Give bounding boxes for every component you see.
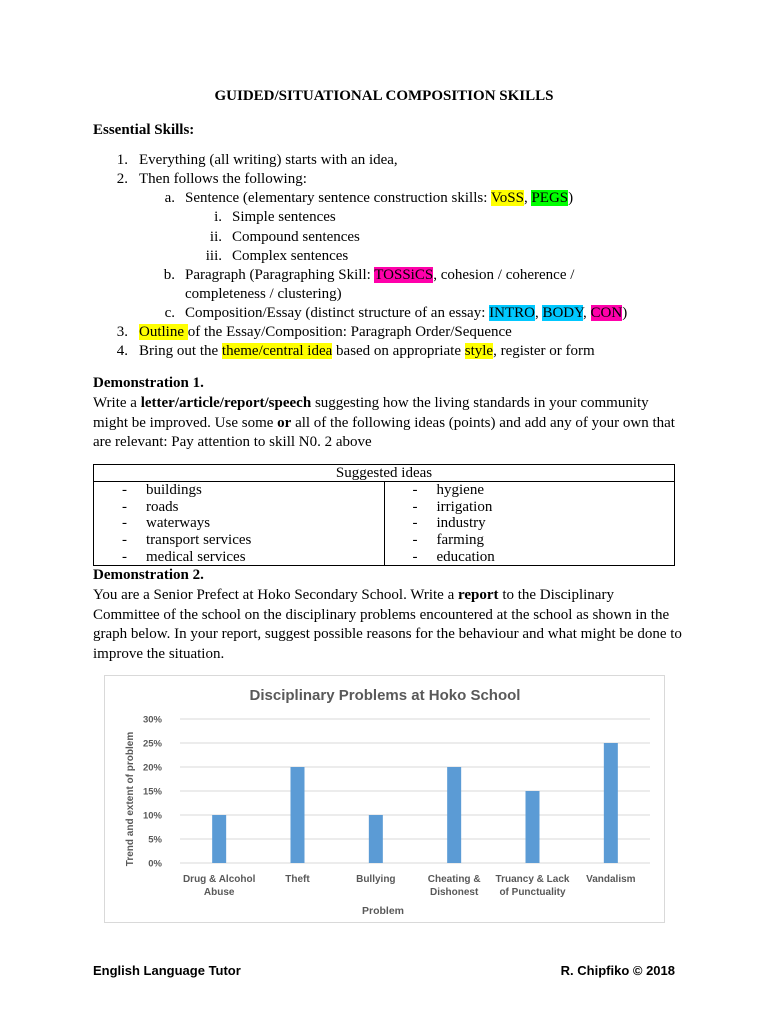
bar	[447, 767, 461, 863]
idea-text: medical services	[146, 548, 246, 565]
list-number: 2.	[116, 171, 128, 187]
essential-skills-heading: Essential Skills:	[93, 122, 195, 138]
idea-item	[94, 515, 384, 532]
demonstration-1-text: Write a letter/article/report/speech suggesting how the living standards in your community might be improved. Use some or all of the following ideas (points) and add any of your own that are relevant: Pay attention to skill N0. 2 above	[93, 395, 675, 450]
disciplinary-chart	[104, 675, 665, 923]
x-axis-label: Problem	[361, 905, 405, 917]
idea-text: waterways	[146, 515, 211, 532]
list-item: Simple sentences	[232, 209, 336, 225]
x-tick-label: Theft	[285, 874, 310, 885]
dash-bullet: -	[122, 532, 127, 549]
demonstration-1-heading: Demonstration 1.	[93, 375, 204, 391]
idea-item	[94, 499, 384, 516]
list-item: Then follows the following:	[139, 171, 307, 187]
list-item-outline: Outline of the Essay/Composition: Paragraph Order/Sequence	[139, 324, 512, 340]
dash-bullet: -	[412, 498, 418, 515]
dash-bullet: -	[412, 482, 418, 498]
bar	[604, 743, 618, 863]
list-item-paragraph: Paragraph (Paragraphing Skill: TOSSiCS, cohesion / coherence /	[185, 267, 575, 283]
dash-bullet: -	[412, 548, 418, 565]
idea-item	[385, 482, 675, 499]
dash-bullet: -	[122, 548, 127, 565]
suggested-ideas-table	[93, 464, 675, 566]
y-tick-label: 10%	[142, 810, 162, 822]
list-letter: b.	[163, 267, 175, 283]
dash-bullet: -	[122, 498, 127, 515]
bar	[526, 791, 540, 863]
idea-text: farming	[436, 532, 484, 549]
x-tick-label: Truancy & Lack	[495, 874, 570, 885]
x-tick-label: of Punctuality	[499, 887, 566, 898]
y-tick-label: 0%	[148, 858, 162, 870]
highlight-style: style	[464, 343, 494, 359]
y-axis-label: Trend and extent of problem	[125, 731, 136, 867]
highlight-con: CON	[590, 305, 623, 321]
list-item: Everything (all writing) starts with an idea,	[139, 152, 398, 168]
highlight-voss: VoSS	[490, 190, 524, 206]
dash-bullet: -	[122, 482, 127, 498]
list-number: 4.	[116, 343, 128, 359]
highlight-tossics: TOSSiCS	[374, 267, 434, 283]
x-tick-label: Bullying	[356, 874, 396, 885]
chart-title: Disciplinary Problems at Hoko School	[249, 687, 521, 704]
bar	[291, 767, 305, 863]
bar	[212, 815, 226, 863]
footer-right: R. Chipfiko © 2018	[560, 963, 675, 978]
idea-text: irrigation	[436, 498, 493, 515]
y-tick-label: 15%	[142, 786, 162, 798]
list-roman: ii.	[209, 229, 222, 245]
y-tick-label: 5%	[148, 834, 162, 846]
idea-item	[385, 515, 675, 532]
list-item: Compound sentences	[232, 229, 360, 245]
x-tick-label: Dishonest	[429, 887, 479, 898]
y-tick-label: 20%	[142, 762, 162, 774]
idea-text: transport services	[146, 532, 252, 549]
y-tick-label: 25%	[142, 738, 162, 750]
list-item-continuation: completeness / clustering)	[185, 286, 342, 302]
idea-item	[385, 549, 675, 566]
idea-item	[94, 532, 384, 549]
dash-bullet: -	[122, 515, 127, 532]
x-tick-label: Abuse	[203, 887, 235, 898]
list-number: 1.	[116, 152, 128, 168]
page-title: GUIDED/SITUATIONAL COMPOSITION SKILLS	[214, 88, 554, 104]
y-tick-label: 30%	[142, 714, 162, 726]
x-tick-label: Cheating &	[427, 874, 481, 885]
x-tick-label: Vandalism	[586, 874, 636, 885]
list-number: 3.	[116, 324, 128, 340]
list-item: Complex sentences	[232, 248, 349, 264]
highlight-outline: Outline	[139, 324, 188, 340]
demonstration-2-text: You are a Senior Prefect at Hoko Secondary School. Write a report to the Disciplinary Committee of the school on the disciplinary problems encountered at the school as shown in the graph below. In your report, suggest possible reasons for the behaviour and what might be done to improve the situation.	[93, 587, 682, 662]
list-item-theme: Bring out the theme/central idea based on appropriate style, register or form	[139, 343, 595, 359]
idea-text: hygiene	[436, 482, 484, 498]
bar	[369, 815, 383, 863]
demonstration-2-heading: Demonstration 2.	[93, 567, 204, 583]
list-roman: iii.	[205, 248, 222, 264]
list-roman: i.	[214, 209, 222, 225]
idea-item	[385, 499, 675, 516]
footer-left: English Language Tutor	[93, 963, 241, 978]
idea-text: buildings	[146, 482, 202, 498]
idea-text: industry	[436, 515, 486, 532]
highlight-theme: theme/central idea	[221, 343, 333, 359]
idea-text: education	[436, 548, 495, 565]
ideas-right-list	[385, 482, 675, 565]
x-tick-label: Drug & Alcohol	[182, 874, 256, 885]
ideas-left-list	[94, 482, 384, 565]
list-item-composition: Composition/Essay (distinct structure of an essay: INTRO, BODY, CON)	[185, 305, 628, 321]
dash-bullet: -	[412, 532, 418, 549]
list-letter: a.	[164, 190, 175, 206]
idea-item	[385, 532, 675, 549]
highlight-pegs: PEGS	[531, 190, 569, 206]
highlight-intro: INTRO	[489, 305, 535, 321]
idea-text: roads	[146, 498, 179, 515]
chart-svg	[105, 676, 664, 922]
dash-bullet: -	[412, 515, 418, 532]
highlight-body: BODY	[542, 305, 584, 321]
idea-item	[94, 549, 384, 566]
idea-item	[94, 482, 384, 499]
list-letter: c.	[164, 305, 175, 321]
list-item-sentence: Sentence (elementary sentence construction skills: VoSS, PEGS)	[185, 190, 574, 206]
suggested-ideas-header: Suggested ideas	[94, 465, 675, 482]
